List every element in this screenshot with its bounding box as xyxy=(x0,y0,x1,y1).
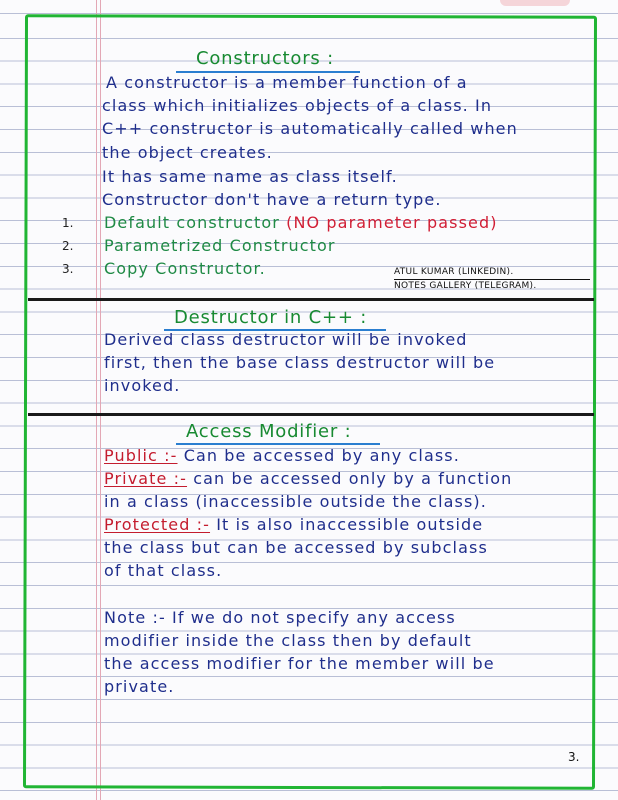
public-row xyxy=(104,445,460,468)
constructor-type-parametrized: Parametrized Constructor xyxy=(104,236,336,255)
page-number: 3. xyxy=(568,750,580,764)
constructor-line: It has same name as class itself. xyxy=(102,167,398,186)
note-line: private. xyxy=(104,677,175,696)
private-text: can be accessed only by a function xyxy=(193,469,513,488)
credit-telegram: NOTES GALLERY (TELEGRAM). xyxy=(394,281,537,291)
list-number: 3. xyxy=(62,262,74,276)
credit-linkedin: ATUL KUMAR (LINKEDIN). xyxy=(394,267,514,277)
note-line: modifier inside the class then by default xyxy=(104,631,472,650)
private-label: Private :- xyxy=(104,469,188,488)
constructor-line: A constructor is a member function of a xyxy=(106,73,468,92)
constructor-type-name: Default constructor xyxy=(104,213,280,232)
constructor-line: class which initializes objects of a class. In xyxy=(102,96,493,115)
constructor-line: the object creates. xyxy=(102,143,273,162)
destructor-heading: Destructor in C++ : xyxy=(174,307,368,328)
destructor-line: invoked. xyxy=(104,376,181,395)
private-row xyxy=(104,468,512,491)
destructor-line: first, then the base class destructor will be xyxy=(104,353,496,372)
note-line: the access modifier for the member will be xyxy=(104,654,495,673)
protected-row xyxy=(104,514,483,537)
protected-label: Protected :- xyxy=(104,515,211,534)
page-corner-mark xyxy=(500,0,570,6)
private-text-continued: in a class (inaccessible outside the class). xyxy=(104,492,487,511)
public-label: Public :- xyxy=(104,446,178,465)
constructor-line: C++ constructor is automatically called when xyxy=(102,119,518,138)
constructor-type-note: (NO parameter passed) xyxy=(286,213,498,232)
access-modifier-heading: Access Modifier : xyxy=(186,421,352,442)
protected-text: It is also inaccessible outside xyxy=(216,515,484,534)
constructor-type-copy: Copy Constructor. xyxy=(104,259,266,278)
constructor-line: Constructor don't have a return type. xyxy=(102,190,442,209)
public-text: Can be accessed by any class. xyxy=(183,446,460,465)
list-number: 2. xyxy=(62,239,74,253)
list-number: 1. xyxy=(62,216,74,230)
note-line: Note :- If we do not specify any access xyxy=(104,608,456,627)
protected-text-continued: of that class. xyxy=(104,561,223,580)
constructors-heading: Constructors : xyxy=(196,48,334,69)
protected-text-continued: the class but can be accessed by subclass xyxy=(104,538,488,557)
section-divider xyxy=(28,298,594,301)
destructor-line: Derived class destructor will be invoked xyxy=(104,330,468,349)
section-divider xyxy=(28,413,594,416)
constructor-type-default xyxy=(104,212,498,235)
